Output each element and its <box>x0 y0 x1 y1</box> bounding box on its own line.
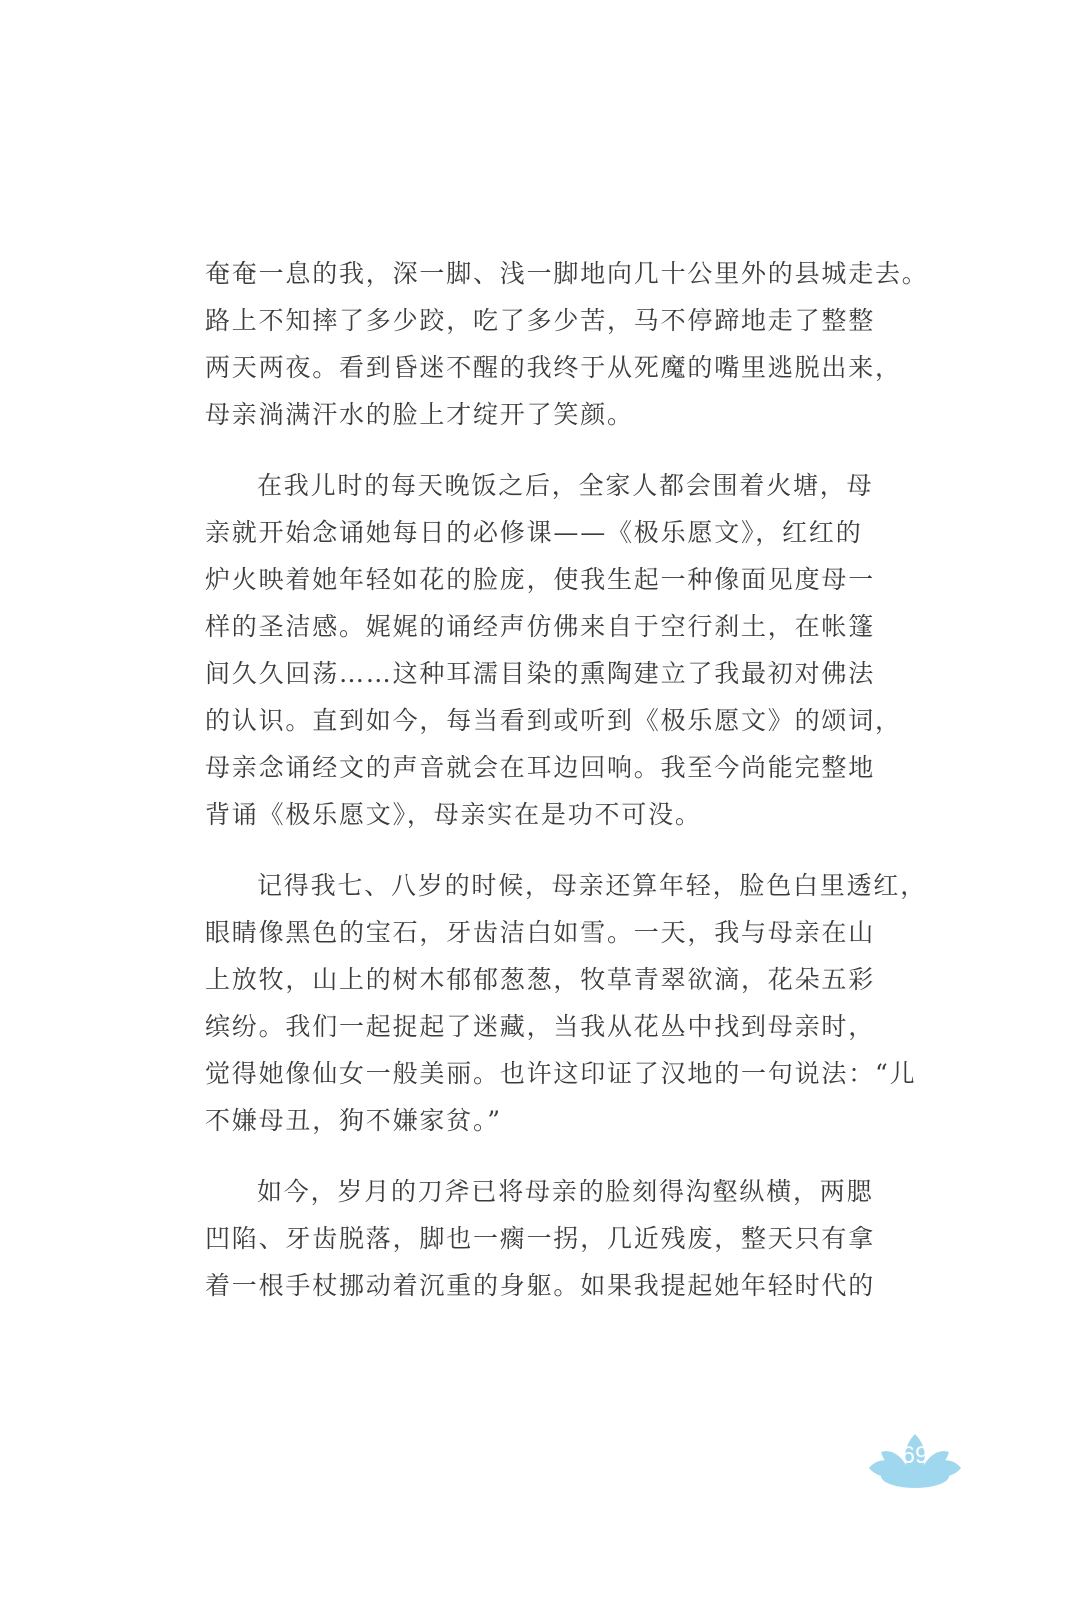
text-line: 两天两夜。看到昏迷不醒的我终于从死魔的嘴里逃脱出来， <box>205 353 902 382</box>
text-line: 记得我七、八岁的时候，母亲还算年轻，脸色白里透红， <box>257 871 928 900</box>
text-line: 着一根手杖挪动着沉重的身躯。如果我提起她年轻时代的 <box>205 1271 876 1300</box>
paragraph-gap <box>205 1144 875 1168</box>
text-line: 样的圣洁感。娓娓的诵经声仿佛来自于空行刹土，在帐篷 <box>205 612 876 641</box>
text-line: 的认识。直到如今，每当看到或听到《极乐愿文》的颂词， <box>205 706 902 735</box>
paragraph <box>205 862 928 1144</box>
text-line: 间久久回荡……这种耳濡目染的熏陶建立了我最初对佛法 <box>205 659 876 688</box>
text-line: 眼睛像黑色的宝石，牙齿洁白如雪。一天，我与母亲在山 <box>205 918 876 947</box>
paragraph <box>205 462 902 838</box>
text-line: 上放牧，山上的树木郁郁葱葱，牧草青翠欲滴，花朵五彩 <box>205 965 876 994</box>
text-line: 奄奄一息的我，深一脚、浅一脚地向几十公里外的县城走去。 <box>205 259 929 288</box>
paragraph <box>205 1168 875 1309</box>
text-line: 背诵《极乐愿文》，母亲实在是功不可没。 <box>205 800 702 829</box>
text-line: 觉得她像仙女一般美丽。也许这印证了汉地的一句说法：“儿 <box>205 1059 917 1088</box>
paragraph-gap <box>205 838 875 862</box>
text-line: 不嫌母丑，狗不嫌家贫。” <box>205 1106 502 1135</box>
text-line: 炉火映着她年轻如花的脸庞，使我生起一种像面见度母一 <box>205 565 876 594</box>
text-line: 母亲淌满汗水的脸上才绽开了笑颜。 <box>205 400 634 429</box>
text-line: 路上不知摔了多少跤，吃了多少苦，马不停蹄地走了整整 <box>205 306 876 335</box>
text-line: 在我儿时的每天晚饭之后，全家人都会围着火塘，母 <box>257 471 874 500</box>
page-number: 69 <box>901 1442 929 1469</box>
text-line: 缤纷。我们一起捉起了迷藏，当我从花丛中找到母亲时， <box>205 1012 876 1041</box>
paragraph-gap <box>205 438 875 462</box>
text-line: 如今，岁月的刀斧已将母亲的脸刻得沟壑纵横，两腮 <box>257 1177 874 1206</box>
text-line: 亲就开始念诵她每日的必修课——《极乐愿文》，红红的 <box>205 518 863 547</box>
text-line: 母亲念诵经文的声音就会在耳边回响。我至今尚能完整地 <box>205 753 876 782</box>
page-number-badge <box>865 1428 965 1498</box>
paragraph <box>205 250 929 438</box>
text-line: 凹陷、牙齿脱落，脚也一瘸一拐，几近残废，整天只有拿 <box>205 1224 876 1253</box>
body-text <box>205 250 929 1309</box>
